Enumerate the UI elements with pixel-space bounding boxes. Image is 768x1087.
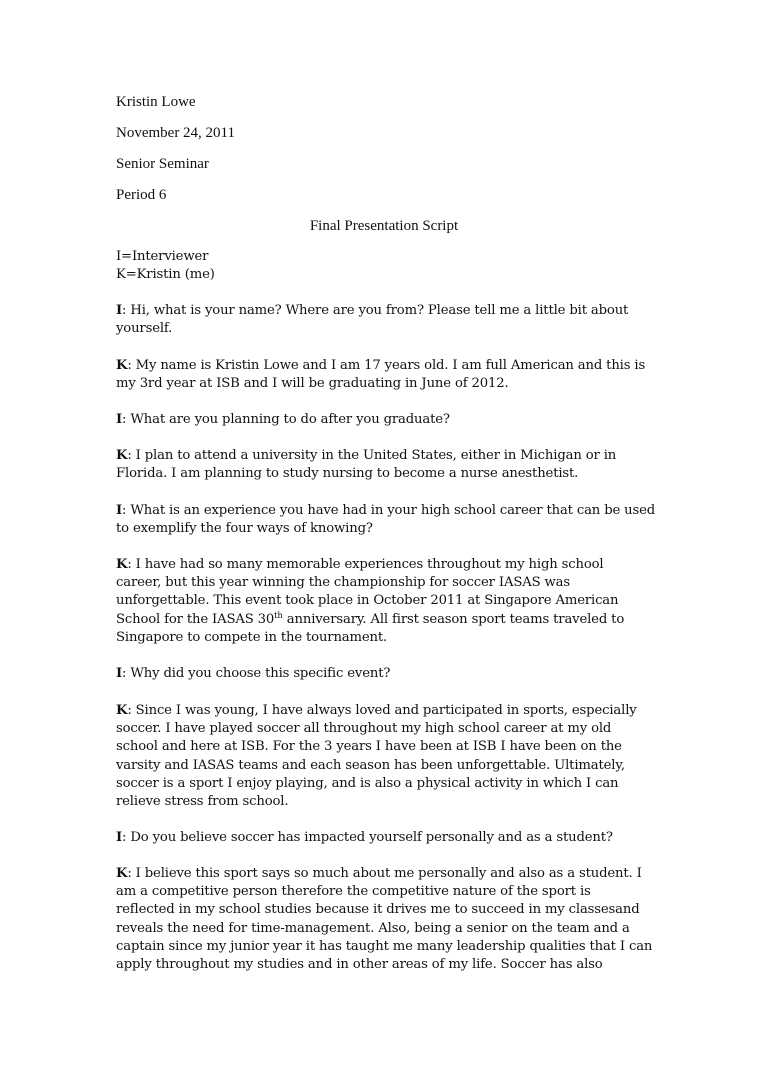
answer-text: School for the IASAS 30 (116, 611, 275, 627)
speaker-kristin-label: K (116, 448, 128, 463)
speaker-interviewer-label: I (116, 412, 123, 427)
question-text: : What is an experience you have had in your high school career that can be used (122, 503, 656, 518)
answer-text: : I believe this sport says so much about me personally and also as a student. I (127, 866, 642, 881)
speaker-kristin-label: K (116, 703, 128, 718)
answer-text: reveals the need for time-management. Also, being a senior on the team and a (116, 920, 630, 936)
author-name: Kristin Lowe (116, 94, 196, 110)
speaker-kristin-label: K (116, 866, 128, 881)
answer-3 (116, 556, 661, 647)
speaker-interviewer-label: I (116, 830, 123, 845)
question-text: : What are you planning to do after you graduate? (122, 412, 450, 427)
answer-2 (116, 447, 661, 483)
answer-text: : Since I was young, I have always loved and participated in sports, especially (127, 703, 637, 718)
question-text: yourself. (116, 321, 173, 337)
speaker-kristin-label: K (116, 358, 128, 373)
question-1 (116, 302, 661, 338)
question-text: : Do you believe soccer has impacted yourself personally and as a student? (122, 830, 613, 845)
answer-text: school and here at ISB. For the 3 years I have been at ISB I have been on the (116, 739, 622, 755)
speaker-legend (116, 248, 661, 284)
class-period: Period 6 (116, 187, 167, 203)
ordinal-superscript: th (274, 610, 283, 621)
answer-text: relieve stress from school. (116, 794, 289, 810)
answer-text: apply throughout my studies and in other areas of my life. Soccer has also (116, 957, 603, 973)
answer-4 (116, 702, 661, 811)
question-text: : Why did you choose this specific event? (122, 666, 391, 681)
answer-text: captain since my junior year it has taught me many leadership qualities that I can (116, 938, 653, 954)
answer-text: soccer is a sport I enjoy playing, and is also a physical activity in which I can (116, 775, 619, 791)
legend-kristin: K=Kristin (me) (116, 267, 215, 283)
document-title: Final Presentation Script (309, 218, 459, 234)
answer-text: unforgettable. This event took place in October 2011 at Singapore American (116, 593, 619, 609)
answer-text: varsity and IASAS teams and each season has been unforgettable. Ultimately, (116, 757, 625, 773)
question-3 (116, 502, 661, 538)
speaker-kristin-label: K (116, 557, 128, 572)
legend-interviewer: I=Interviewer (116, 249, 209, 264)
answer-text: soccer. I have played soccer all throughout my high school career at my old (116, 721, 612, 737)
answer-1 (116, 357, 661, 393)
answer-text: anniversary. All first season sport teams traveled to (282, 611, 625, 627)
speaker-interviewer-label: I (116, 666, 123, 681)
answer-text-with-superscript (116, 611, 661, 629)
question-5 (116, 829, 661, 847)
answer-text: : I plan to attend a university in the United States, either in Michigan or in (127, 448, 617, 463)
speaker-interviewer-label: I (116, 303, 123, 318)
answer-text: career, but this year winning the championship for soccer IASAS was (116, 575, 570, 591)
question-text: : Hi, what is your name? Where are you from? Please tell me a little bit about (122, 303, 629, 318)
answer-text: reflected in my school studies because it drives me to succeed in my classesand (116, 902, 640, 918)
answer-text: am a competitive person therefore the competitive nature of the sport is (116, 884, 591, 900)
document-date: November 24, 2011 (116, 125, 236, 141)
answer-text: Singapore to compete in the tournament. (116, 629, 388, 645)
question-4 (116, 665, 661, 683)
question-text: to exemplify the four ways of knowing? (116, 521, 373, 537)
question-2 (116, 411, 661, 429)
answer-5 (116, 865, 661, 974)
answer-text: : My name is Kristin Lowe and I am 17 years old. I am full American and this is (127, 358, 646, 373)
speaker-interviewer-label: I (116, 503, 123, 518)
answer-text: : I have had so many memorable experiences throughout my high school (127, 557, 604, 572)
course-name: Senior Seminar (116, 156, 209, 172)
answer-text: Florida. I am planning to study nursing to become a nurse anesthetist. (116, 466, 579, 482)
answer-text: my 3rd year at ISB and I will be graduating in June of 2012. (116, 376, 509, 392)
